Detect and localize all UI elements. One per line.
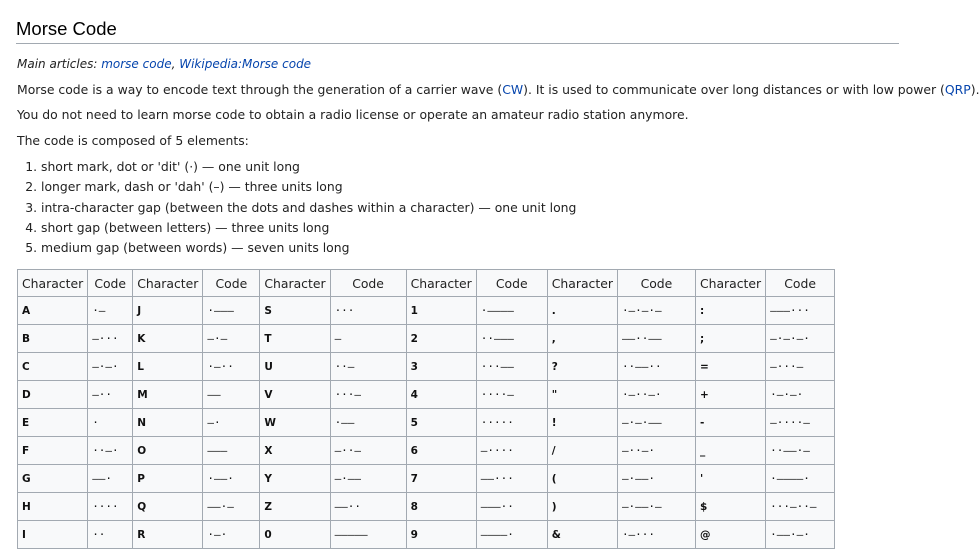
character-cell: H [18,493,88,521]
code-cell: ———·· [476,493,547,521]
code-cell: ·—·—·— [617,297,695,325]
header-code: Code [203,270,260,297]
code-cell: ·—··—· [617,381,695,409]
table-row [18,297,835,325]
license-paragraph: You do not need to learn morse code to obtain a radio license or operate an amateur radio station anymore. [17,107,689,122]
code-cell: —···— [766,353,835,381]
character-cell: G [18,465,88,493]
link-qrp[interactable]: QRP [944,82,971,97]
header-code: Code [617,270,695,297]
character-cell: : [695,297,765,325]
code-cell: —·——·— [617,493,695,521]
character-cell: I [18,521,88,549]
character-cell: - [695,409,765,437]
list-item: 1. short mark, dot or 'dit' (·) — one unit long [41,157,576,177]
code-cell: ·—· [203,521,260,549]
code-cell: · [88,409,133,437]
code-cell: —···· [476,437,547,465]
code-cell: ···—— [476,353,547,381]
code-cell: ·——· [203,465,260,493]
character-cell: C [18,353,88,381]
code-cell: —·—· [88,353,133,381]
character-cell: Q [133,493,203,521]
character-cell: & [547,521,617,549]
hatnote-main-articles [17,57,311,71]
code-cell: ——·· [330,493,406,521]
header-character: Character [547,270,617,297]
code-cell: ·· [88,521,133,549]
code-cell: ··· [330,297,406,325]
character-cell: 5 [406,409,476,437]
character-cell: R [133,521,203,549]
character-cell: / [547,437,617,465]
header-character: Character [18,270,88,297]
character-cell: , [547,325,617,353]
code-cell: ··——·— [766,437,835,465]
code-cell: —·— [203,325,260,353]
code-cell: ·———— [476,297,547,325]
elements-list [24,157,576,258]
code-cell: ————· [476,521,547,549]
character-cell: X [260,437,330,465]
character-cell: D [18,381,88,409]
character-cell: 8 [406,493,476,521]
table-row [18,353,835,381]
intro-paragraph [17,82,980,97]
header-code: Code [476,270,547,297]
character-cell: S [260,297,330,325]
morse-code-table [17,269,835,549]
character-cell: 9 [406,521,476,549]
code-cell: ——··· [476,465,547,493]
table-row [18,493,835,521]
header-code: Code [88,270,133,297]
code-cell: ···· [88,493,133,521]
character-cell: ? [547,353,617,381]
code-cell: ——·— [203,493,260,521]
code-cell: ·——·—· [766,521,835,549]
link-cw[interactable]: CW [502,82,524,97]
list-item: 3. intra-character gap (between the dots and dashes within a character) — one unit long [41,198,576,218]
header-character: Character [695,270,765,297]
code-cell: ·—·—· [766,381,835,409]
hatnote-separator: , [171,57,180,71]
header-code: Code [766,270,835,297]
code-cell: —··—· [617,437,695,465]
list-item: 4. short gap (between letters) — three units long [41,218,576,238]
code-cell: —··· [88,325,133,353]
character-cell: 7 [406,465,476,493]
character-cell: M [133,381,203,409]
header-character: Character [406,270,476,297]
character-cell: Y [260,465,330,493]
code-cell: ·—··· [617,521,695,549]
character-cell: 6 [406,437,476,465]
code-cell: —·· [88,381,133,409]
code-cell: —— [203,381,260,409]
table-row [18,325,835,353]
code-cell: ————— [330,521,406,549]
character-cell: = [695,353,765,381]
table-row [18,437,835,465]
character-cell: $ [695,493,765,521]
code-cell: ··—· [88,437,133,465]
code-cell: —·—·—· [766,325,835,353]
character-cell: W [260,409,330,437]
code-cell: ····— [476,381,547,409]
table-row [18,465,835,493]
character-cell: P [133,465,203,493]
hatnote-prefix: Main articles: [17,57,102,71]
character-cell: J [133,297,203,325]
character-cell: " [547,381,617,409]
code-cell: ···— [330,381,406,409]
code-cell: ··——·· [617,353,695,381]
character-cell: . [547,297,617,325]
header-character: Character [133,270,203,297]
table-row [18,381,835,409]
character-cell: ) [547,493,617,521]
table-row [18,409,835,437]
section-heading: Morse Code [16,18,899,44]
character-cell: 3 [406,353,476,381]
code-cell: —· [203,409,260,437]
intro-text-3: ). [970,82,980,97]
character-cell: L [133,353,203,381]
code-cell: ·————· [766,465,835,493]
character-cell: _ [695,437,765,465]
character-cell: U [260,353,330,381]
character-cell: ; [695,325,765,353]
link-morse-code[interactable]: morse code [101,57,172,71]
character-cell: E [18,409,88,437]
code-cell: —·——· [617,465,695,493]
character-cell: + [695,381,765,409]
character-cell: T [260,325,330,353]
code-cell: —····— [766,409,835,437]
code-cell: ———··· [766,297,835,325]
code-cell: ·— [88,297,133,325]
code-cell: —·—— [330,465,406,493]
link-wikipedia-morse-code[interactable]: Wikipedia:Morse code [179,57,312,71]
code-cell: ·——— [203,297,260,325]
intro-text-2: ). It is used to communicate over long distances or with low power ( [523,82,945,97]
code-cell: ····· [476,409,547,437]
character-cell: ( [547,465,617,493]
code-cell: —·—·—— [617,409,695,437]
character-cell: 2 [406,325,476,353]
table-body [18,297,835,549]
intro-text-1: Morse code is a way to encode text through the generation of a carrier wave ( [17,82,503,97]
code-cell: ···—··— [766,493,835,521]
list-item: 2. longer mark, dash or 'dah' (–) — three units long [41,177,576,197]
character-cell: A [18,297,88,325]
character-cell: K [133,325,203,353]
code-cell: ·—— [330,409,406,437]
elements-intro-paragraph: The code is composed of 5 elements: [17,133,249,148]
character-cell: 0 [260,521,330,549]
header-character: Character [260,270,330,297]
code-cell: —··— [330,437,406,465]
character-cell: O [133,437,203,465]
character-cell: N [133,409,203,437]
character-cell: ' [695,465,765,493]
character-cell: ! [547,409,617,437]
character-cell: 1 [406,297,476,325]
code-cell: ··— [330,353,406,381]
list-item: 5. medium gap (between words) — seven units long [41,238,576,258]
character-cell: V [260,381,330,409]
character-cell: Z [260,493,330,521]
character-cell: F [18,437,88,465]
code-cell: ·—·· [203,353,260,381]
code-cell: ——··—— [617,325,695,353]
code-cell: — [330,325,406,353]
table-header-row [18,270,835,297]
code-cell: ——· [88,465,133,493]
code-cell: ··——— [476,325,547,353]
character-cell: 4 [406,381,476,409]
code-cell: ——— [203,437,260,465]
character-cell: @ [695,521,765,549]
header-code: Code [330,270,406,297]
table-row [18,521,835,549]
character-cell: B [18,325,88,353]
